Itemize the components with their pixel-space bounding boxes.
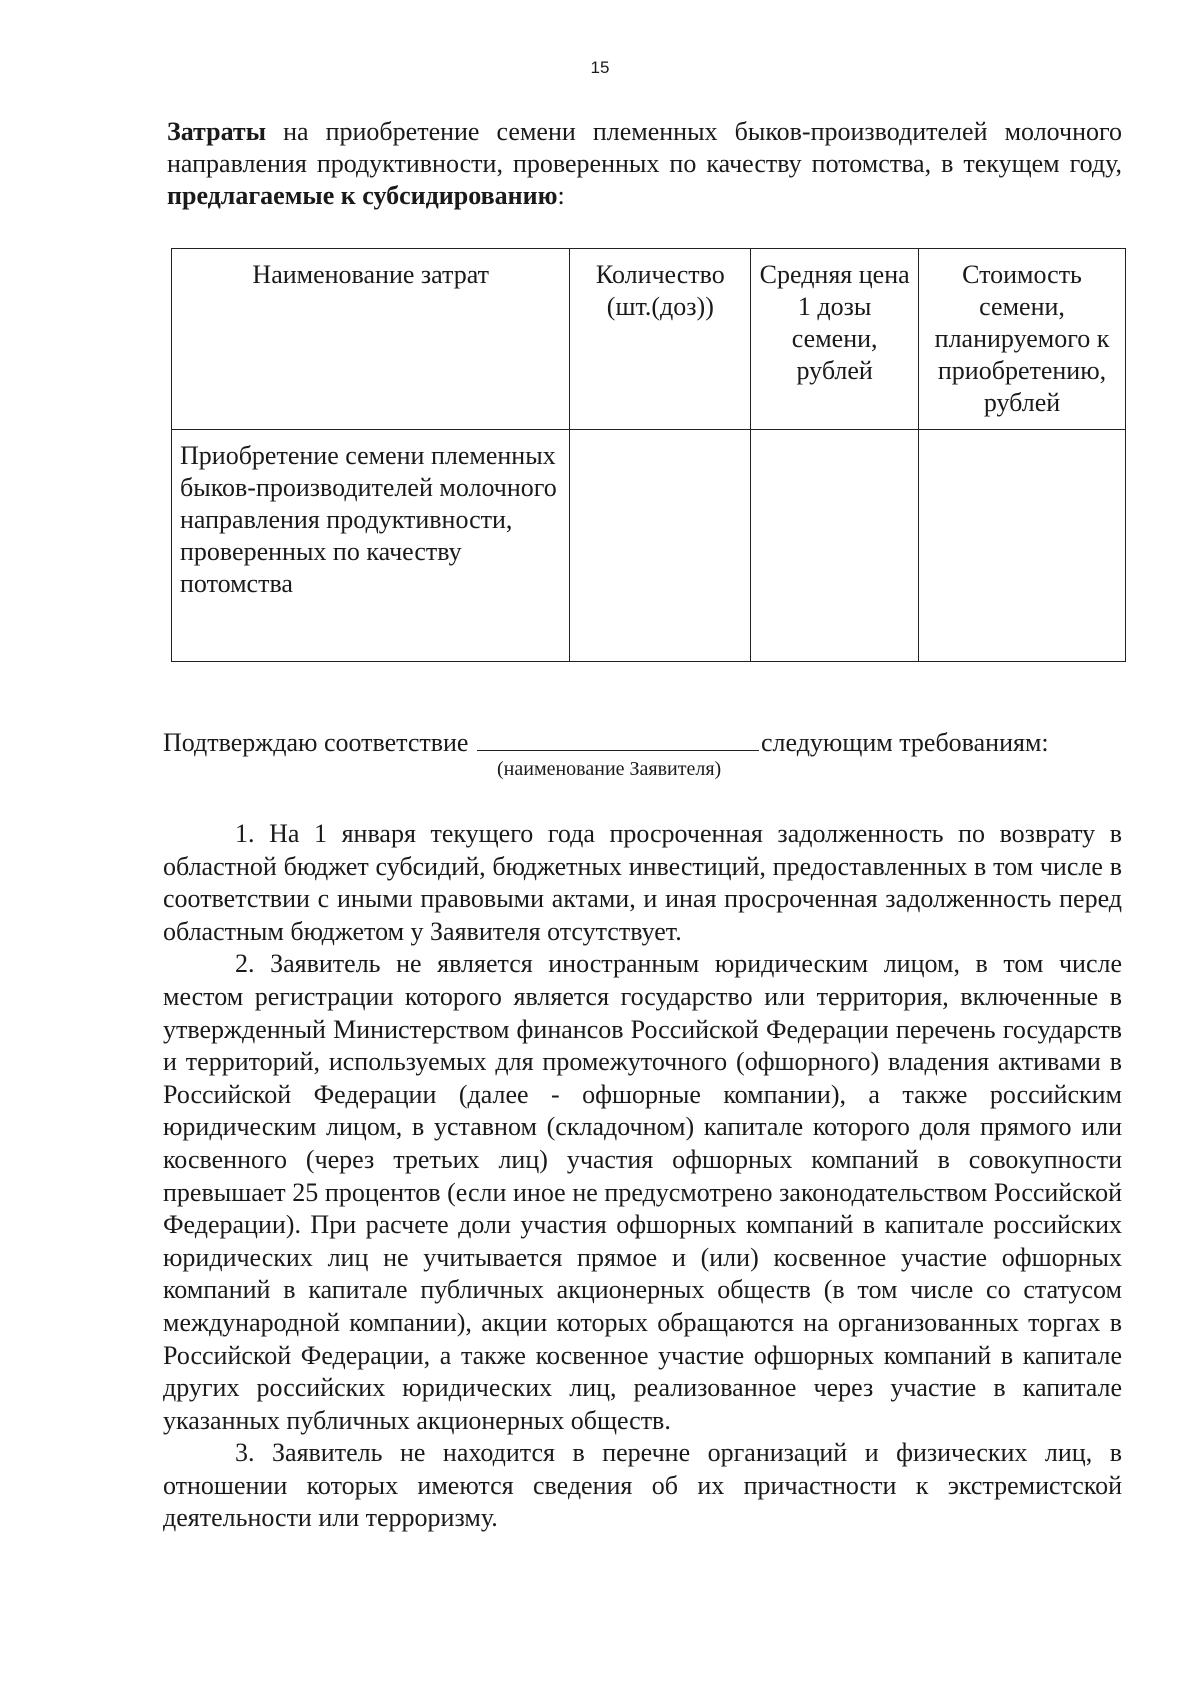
cell-avg-price [751, 430, 919, 662]
table-row [172, 430, 1126, 662]
cell-cost-name: Приобретение семени племенных быков-производителей молочного направления продуктивности, проверенных по качеству потомства [172, 430, 570, 662]
intro-tail: : [557, 181, 565, 210]
confirmation-suffix: следующим требованиям: [760, 728, 1049, 757]
table-header-row [172, 249, 1126, 430]
intro-paragraph [167, 116, 1122, 212]
intro-text: на приобретение семени племенных быков-производителей молочного направления продуктивности, проверенных по качеству потомства, в текущем году, [167, 117, 1122, 178]
requirement-paragraph-1: 1. На 1 января текущего года просроченная задолженность по возврату в областной бюджет субсидий, бюджетных инвестиций, предоставленных в том числе в соответствии с иными правовыми актами, и иная просроченная задолженность перед областным бюджетом у Заявителя отсутствует. [163, 819, 1122, 946]
requirement-paragraph-2: 2. Заявитель не является иностранным юридическим лицом, в том числе местом регистрации которого является государство или территория, включенные в утвержденный Министерством финансов Российской Федерации перечень государств и территорий, используемых для промежуточного (офшорного) владения активами в Российской Федерации (далее - офшорные компании), а также российским юридическим лицом, в уставном (складочном) капитале которого доля прямого или косвенного (через третьих лиц) участия офшорных компаний в совокупности превышает 25 процентов (если иное не предусмотрено законодательством Российской Федерации). При расчете доли участия офшорных компаний в капитале российских юридических лиц не учитывается прямое и (или) косвенное участие офшорных компаний в капитале публичных акционерных обществ (в том числе со статусом международной компании), акции которых обращаются на организованных торгах в Российской Федерации, а также косвенное участие офшорных компаний в капитале других российских юридических лиц, реализованное через участие в капитале указанных публичных акционерных обществ. [163, 949, 1122, 1435]
requirement-paragraph-3: 3. Заявитель не находится в перечне организаций и физических лиц, в отношении которых имеются сведения об их причастности к экстремистской деятельности или терроризму. [163, 1438, 1122, 1533]
page-number: 15 [590, 58, 610, 77]
header-total-cost: Стоимость семени, планируемого к приобретению, рублей [919, 249, 1126, 430]
header-cost-name: Наименование затрат [172, 249, 570, 430]
confirmation-line [163, 724, 1123, 759]
header-quantity: Количество (шт.(доз)) [570, 249, 751, 430]
cell-quantity [570, 430, 751, 662]
applicant-name-blank [477, 724, 759, 751]
applicant-name-caption: (наименование Заявителя) [497, 758, 722, 780]
intro-bold-end: предлагаемые к субсидированию [167, 181, 558, 210]
requirements-list [163, 818, 1122, 1535]
cell-total-cost [919, 430, 1126, 662]
confirmation-prefix: Подтверждаю соответствие [163, 728, 469, 757]
costs-table [171, 248, 1126, 662]
intro-bold-start: Затраты [167, 117, 266, 146]
header-avg-price: Средняя цена 1 дозы семени, рублей [751, 249, 919, 430]
